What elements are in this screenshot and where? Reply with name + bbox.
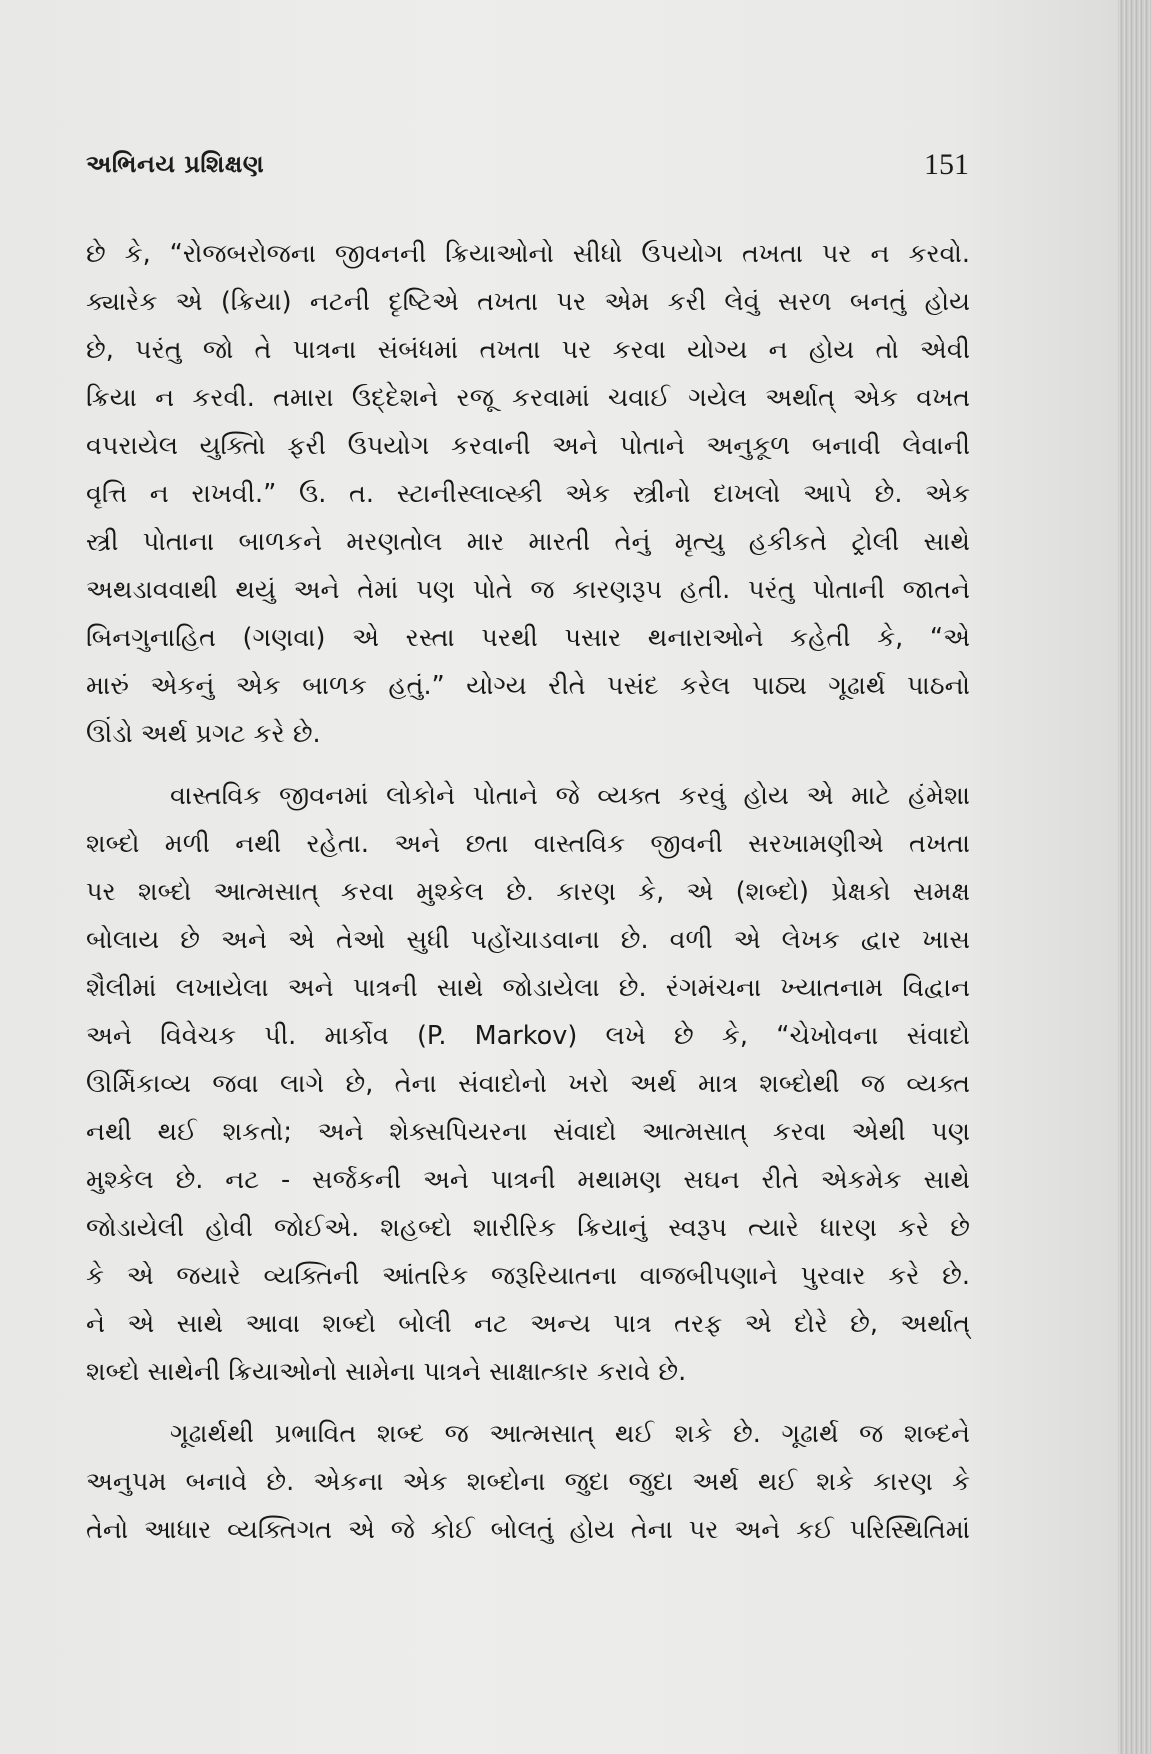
text-line: ઊંડો અર્થ પ્રગટ કરે છે. xyxy=(86,719,321,749)
paragraph xyxy=(86,1410,970,1554)
text-line: કે એ જયારે વ્યક્તિની આંતરિક જરૂરિયાતના વાજબીપણાને પુરવાર કરે છે. xyxy=(86,1261,970,1291)
page-edge xyxy=(1118,0,1151,1754)
text-line: બોલાય છે અને એ તેઓ સુધી પહોંચાડવાના છે. વળી એ લેખક દ્વાર ખાસ xyxy=(86,925,970,955)
text-line: છે, પરંતુ જો તે પાત્રના સંબંધમાં તખતા પર કરવા યોગ્ય ન હોય તો એવી xyxy=(86,335,970,365)
text-line: શબ્દો મળી નથી રહેતા. અને છતા વાસ્તવિક જીવની સરખામણીએ તખતા xyxy=(86,829,970,859)
text-line: પર શબ્દો આત્મસાત્ કરવા મુશ્કેલ છે. કારણ કે, એ (શબ્દો) પ્રેક્ષકો સમક્ષ xyxy=(86,877,970,907)
text-line: બિનગુનાહિત (ગણવા) એ રસ્તા પરથી પસાર થનારાઓને કહેતી કે, “એ xyxy=(86,623,970,653)
text-line: અથડાવવાથી થયું અને તેમાં પણ પોતે જ કારણરૂપ હતી. પરંતુ પોતાની જાતને xyxy=(86,575,970,605)
text-line: ક્રિયા ન કરવી. તમારા ઉદ્દેશને રજૂ કરવામાં ચવાઈ ગયેલ અર્થાત્ એક વખત xyxy=(86,383,970,413)
paragraph xyxy=(86,230,970,758)
text-line: તેનો આધાર વ્યક્તિગત એ જે કોઈ બોલતું હોય તેના પર અને કઈ પરિસ્થિતિમાં xyxy=(86,1515,970,1545)
text-line: ઊર્મિકાવ્ય જવા લાગે છે, તેના સંવાદોનો ખરો અર્થ માત્ર શબ્દોથી જ વ્યક્ત xyxy=(86,1069,970,1099)
text-line: ક્યારેક એ (ક્રિયા) નટની દૃષ્ટિએ તખતા પર એમ કરી લેવું સરળ બનતું હોય xyxy=(86,287,970,317)
paragraph-gap xyxy=(86,1396,970,1410)
text-line: જોડાયેલી હોવી જોઈએ. શહબ્દો શારીરિક ક્રિયાનું સ્વરૂપ ત્યારે ધારણ કરે છે xyxy=(86,1213,970,1243)
text-line: અનુપમ બનાવે છે. એકના એક શબ્દોના જુદા જુદા અર્થ થઈ શકે કારણ કે xyxy=(86,1467,970,1497)
text-line: શૈલીમાં લખાયેલા અને પાત્રની સાથે જોડાયેલા છે. રંગમંચના ખ્યાતનામ વિદ્વાન xyxy=(86,973,970,1003)
text-line: વૃત્તિ ન રાખવી.” ઉ. ત. સ્ટાનીસ્લાવ્સ્કી એક સ્ત્રીનો દાખલો આપે છે. એક xyxy=(86,479,970,509)
text-line: વાસ્તવિક જીવનમાં લોકોને પોતાને જે વ્યક્ત કરવું હોય એ માટે હંમેશા xyxy=(170,781,970,811)
paragraph xyxy=(86,772,970,1396)
text-line: સ્ત્રી પોતાના બાળકને મરણતોલ માર મારતી તેનું મૃત્યુ હકીકતે ટ્રોલી સાથે xyxy=(86,527,970,557)
text-line: ને એ સાથે આવા શબ્દો બોલી નટ અન્ય પાત્ર તરફ એ દોરે છે, અર્થાત્ xyxy=(86,1309,970,1339)
text-line: ગૂઢાર્થથી પ્રભાવિત શબ્દ જ આત્મસાત્ થઈ શકે છે. ગૂઢાર્થ જ શબ્દને xyxy=(170,1419,970,1449)
body-text xyxy=(86,230,970,1554)
text-line: વપરાયેલ યુક્તિો ફરી ઉપયોગ કરવાની અને પોતાને અનુકૂળ બનાવી લેવાની xyxy=(86,431,970,461)
text-line: અને વિવેચક પી. માર્કોવ (P. Markov) લખે છે કે, “ચેખોવના સંવાદો xyxy=(86,1021,970,1051)
text-line: મારું એકનું એક બાળક હતું.” યોગ્ય રીતે પસંદ કરેલ પાઠ્ય ગૂઢાર્થ પાઠનો xyxy=(86,671,970,701)
running-head: અભિનય પ્રશિક્ષણ xyxy=(86,150,265,178)
text-line: શબ્દો સાથેની ક્રિયાઓનો સામેના પાત્રને સાક્ષાત્કાર કરાવે છે. xyxy=(86,1357,687,1387)
text-line: છે કે, “રોજબરોજના જીવનની ક્રિયાઓનો સીધો ઉપયોગ તખતા પર ન કરવો. xyxy=(86,239,970,269)
text-line: મુશ્કેલ છે. નટ - સર્જકની અને પાત્રની મથામણ સઘન રીતે એકમેક સાથે xyxy=(86,1165,970,1195)
text-line: નથી થઈ શકતો; અને શેક્સપિયરના સંવાદો આત્મસાત્ કરવા એથી પણ xyxy=(86,1117,970,1147)
paragraph-gap xyxy=(86,758,970,772)
page-number: 151 xyxy=(924,148,969,181)
